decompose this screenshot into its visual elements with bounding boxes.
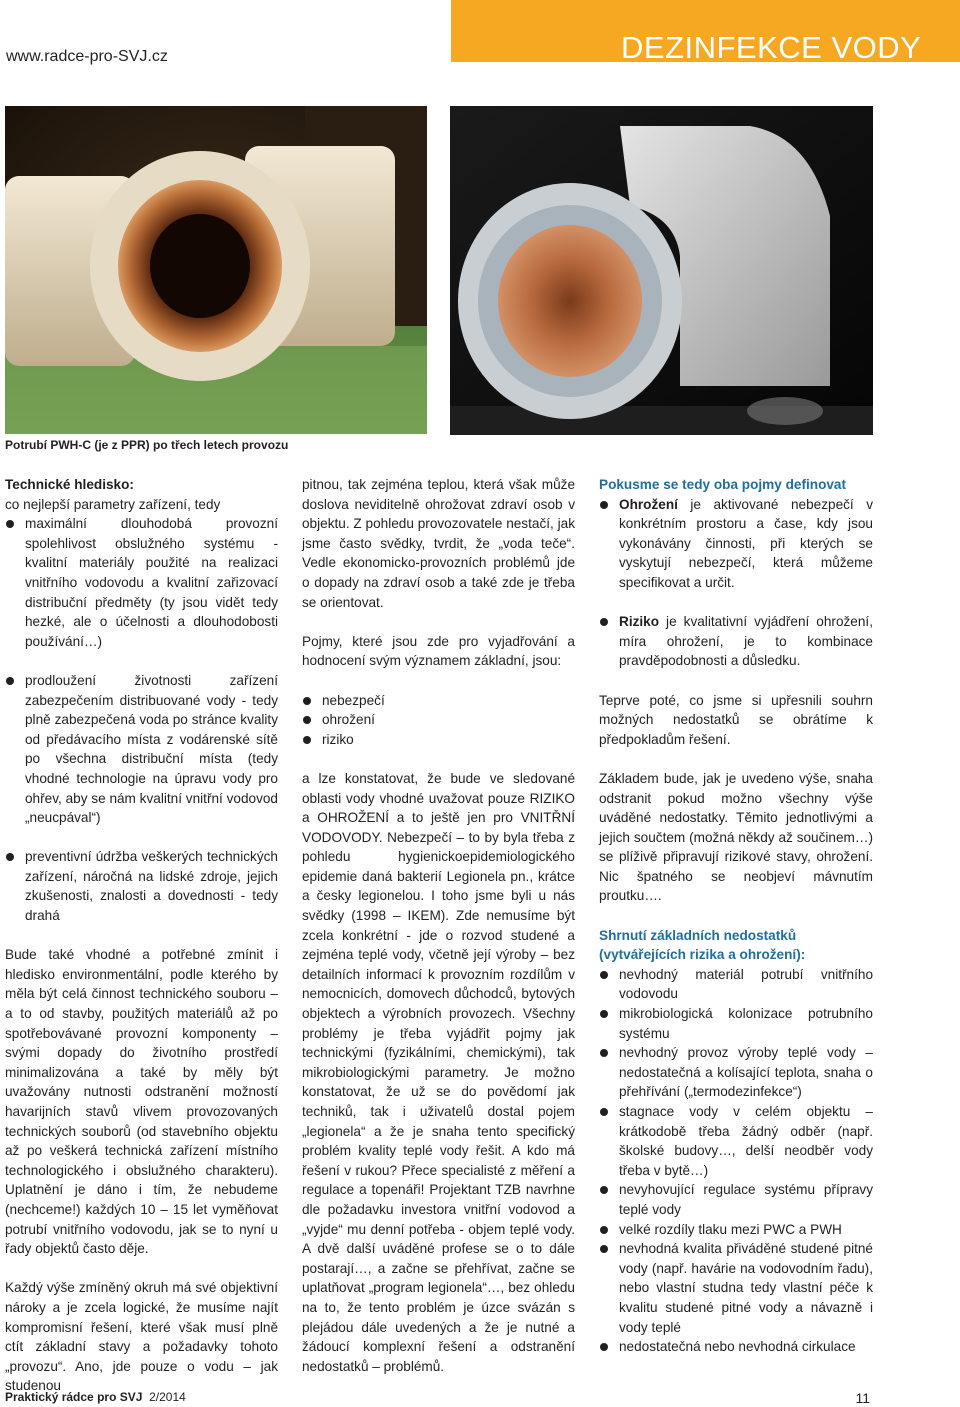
technical-heading: Technické hledisko: [5, 477, 134, 492]
technical-intro: co nejlepší parametry zařízení, tedy [5, 496, 221, 512]
list-item: nevhodný provoz výroby teplé vody – nedostatečná a kolísající teplota, snaha o přehřívání („termodezinfekce“) [599, 1043, 873, 1102]
list-item: nevhodná kvalita přiváděné studené pitné vody (např. havárie na vodovodním řadu), nebo vlastní studna tedy vlastní péče k kvalitu studené pitné vody a návazně i vody teplé [599, 1239, 873, 1337]
pipe-tee-photo [5, 106, 427, 434]
list-item: nevyhovující regulace systému přípravy teplé vody [599, 1180, 873, 1219]
section-title: DEZINFEKCE VODY [621, 30, 922, 62]
list-item: prodloužení životnosti zařízení zabezpečením distribuované vody - tedy plně zabezpečená voda po stránce kvality od předávacího místa z vodárenské sítě po všechna distribuční místa (tedy vhodné technologie na úpravu vody pro ohřev, aby se nám kvalitní vnitřní vodovod „neucpával“) [5, 671, 278, 828]
publication-name: Praktický rádce pro SVJ [5, 1390, 143, 1404]
definition-risk [599, 612, 873, 671]
footer-publication [5, 1390, 186, 1404]
solutions-paragraph: Teprve poté, co jsme si upřesnili souhrn možných nedostatků se obrátíme k předpokladům řešení. [599, 692, 873, 747]
basis-paragraph: Základem bude, jak je uvedeno výše, snaha odstranit pokud možno všechny výše uváděné nedostatky. Těmito jednotlivými a jejich součtem (možná někdy až součinem…) se plíživě připravují rizikové stavy, ohrožení. Nic špatného se neobjeví mávnutím proutku…. [599, 770, 873, 904]
pipe-elbow-photo [450, 106, 873, 435]
column-3 [599, 475, 873, 1357]
section-banner [451, 0, 960, 62]
website-url[interactable]: www.radce-pro-SVJ.cz [6, 48, 168, 65]
definition-text: je kvalitativní vyjádření ohrožení, míra ohrožení, je to kombinace pravděpodobnosti a důsledku. [619, 614, 873, 669]
definition-text: je aktivované nebezpečí v konkrétním prostoru a čase, kdy jsou vykonávány činnosti, při kterých se vyskytují nebezpečí, která můžeme specifikovat a určit. [619, 496, 873, 590]
column-2 [302, 475, 575, 1376]
term-item: ohrožení [302, 710, 575, 730]
list-item: maximální dlouhodobá provozní spolehlivost obslužného systému - kvalitní materiály použité na realizaci vnitřního vodovodu a kvalitní zařizovací distribuční předměty (ty jsou vidět tedy hezké, ale o účelnosti a dlouhodobosti používání…) [5, 514, 278, 651]
list-item: velké rozdíly tlaku mezi PWC a PWH [599, 1220, 873, 1240]
column-1 [5, 475, 278, 1396]
photo-caption: Potrubí PWH-C (je z PPR) po třech letech provozu [5, 438, 289, 452]
compromise-paragraph: Každý výše zmíněný okruh má své objektivní nároky a je zcela logické, že musíme najít kompromisní řešení, které však musí plně ctít základní stavy a požadavky tohoto „provozu“. Ano, jde pouze o vodu – jak studenou [5, 1280, 278, 1394]
definition-term: Riziko [619, 614, 660, 630]
term-item: riziko [302, 730, 575, 750]
terms-intro: Pojmy, které jsou zde pro vyjadřování a hodnocení svým významem základní, jsou: [302, 633, 575, 669]
list-item: nevhodný materiál potrubí vnitřního vodovodu [599, 965, 873, 1004]
term-item: nebezpečí [302, 691, 575, 711]
definitions-heading: Pokusme se tedy oba pojmy definovat [599, 477, 847, 492]
list-item: preventivní údržba veškerých technických zařízení, náročná na lidské zdroje, jejich zkušenosti, znalosti a dovednosti - tedy drahá [5, 847, 278, 925]
environmental-paragraph: Bude také vhodné a potřebné zmínit i hledisko environmentální, podle kterého by měla být celá činnost technického souboru – a to od stavby, použitých materiálů až po spotřebovávané provozní komponenty – svými dopady do životního prostředí minimalizována a také by měly být uvažovány nutnosti odstranění možností havarijních stavů vlivem provozovaných technických souborů (od stavebního objektu až po veškerá technická zařízení místního technologického i obslužného charakteru). Uplatnění je dáno i tím, že nebudeme (nechceme!) každých 10 – 15 let vyměňovat potrubí vnitřního vodovodu, jak se to nyní u řady objektů často děje. [5, 947, 278, 1257]
risk-paragraph: a lze konstatovat, že bude ve sledované oblasti vody vhodné uvažovat pouze RIZIKO a OHROŽENÍ a to ještě jen pro VNITŘNÍ VODOVODY. Nebezpečí – to by byla třeba z pohledu hygienickoepidemiologického epidemie daná bakterií Legionela pn., krátce a česky legionelou. I toho jsme byli u nás svědky (1998 – IKEM). Zde nemusíme být zcela konkrétní - jde o rozvod studené a zejména teplé vody, včetně její výroby – bez detailních informací k provozním rozdílům v nemocnicích, domovech důchodců, bytových objektech a výrobních provozech. Všechny problémy je třeba vyjádřit pojmy jak technickými (fyzikálními, chemickými), tak mikrobiologickými parametry. Je možno konstatovat, že už se do povědomí jak techniků, tak i uživatelů dostal pojem „legionela“ a že je snaha tento specifický problém kvality teplé vody řešit. A kdo má řešení v rukou? Přece specialisté z měření a regulace a topenáři! Projektant TZB navrhne dle požadavku investora vnitřní vodovod a „vyjde“ mu denní potřeba - objem teplé vody. A dvě další uváděné profese se o to dále postarají…, a začne se přehřívat, začne se uplatňovat „program legionela“…, bez ohledu na to, že tento problém je úzce svázán s plejádou dále uvedených a že je nutné a žádoucí komplexní řešení a odstranění nedostatků – problémů. [302, 770, 575, 1374]
list-item: mikrobiologická kolonizace potrubního systému [599, 1004, 873, 1043]
pipe-elbow-image [450, 106, 873, 435]
issue-number: 2/2014 [149, 1390, 186, 1404]
summary-heading: Shrnutí základních nedostatků (vytvářejících rizika a ohrožení): [599, 927, 806, 963]
definition-threat [599, 495, 873, 593]
list-item: nedostatečná nebo nevhodná cirkulace [599, 1337, 873, 1357]
definition-term: Ohrožení [619, 496, 678, 512]
pipe-tee-image [5, 106, 427, 434]
list-item: stagnace vody v celém objektu – krátkodobě třeba žádný odběr (např. školské budovy…, delší neodběr vody třeba v bytě…) [599, 1102, 873, 1180]
water-paragraph: pitnou, tak zejména teplou, která však může doslova neviditelně ohrožovat zdraví osob v objektu. Z pohledu provozovatele nestačí, jak jsme často svědky, tvrdit, že „voda teče“. Vedle ekonomicko-provozních problémů jde o dopady na zdraví osob a také zde je třeba se orientovat. [302, 477, 575, 610]
page-number: 11 [855, 1390, 870, 1406]
